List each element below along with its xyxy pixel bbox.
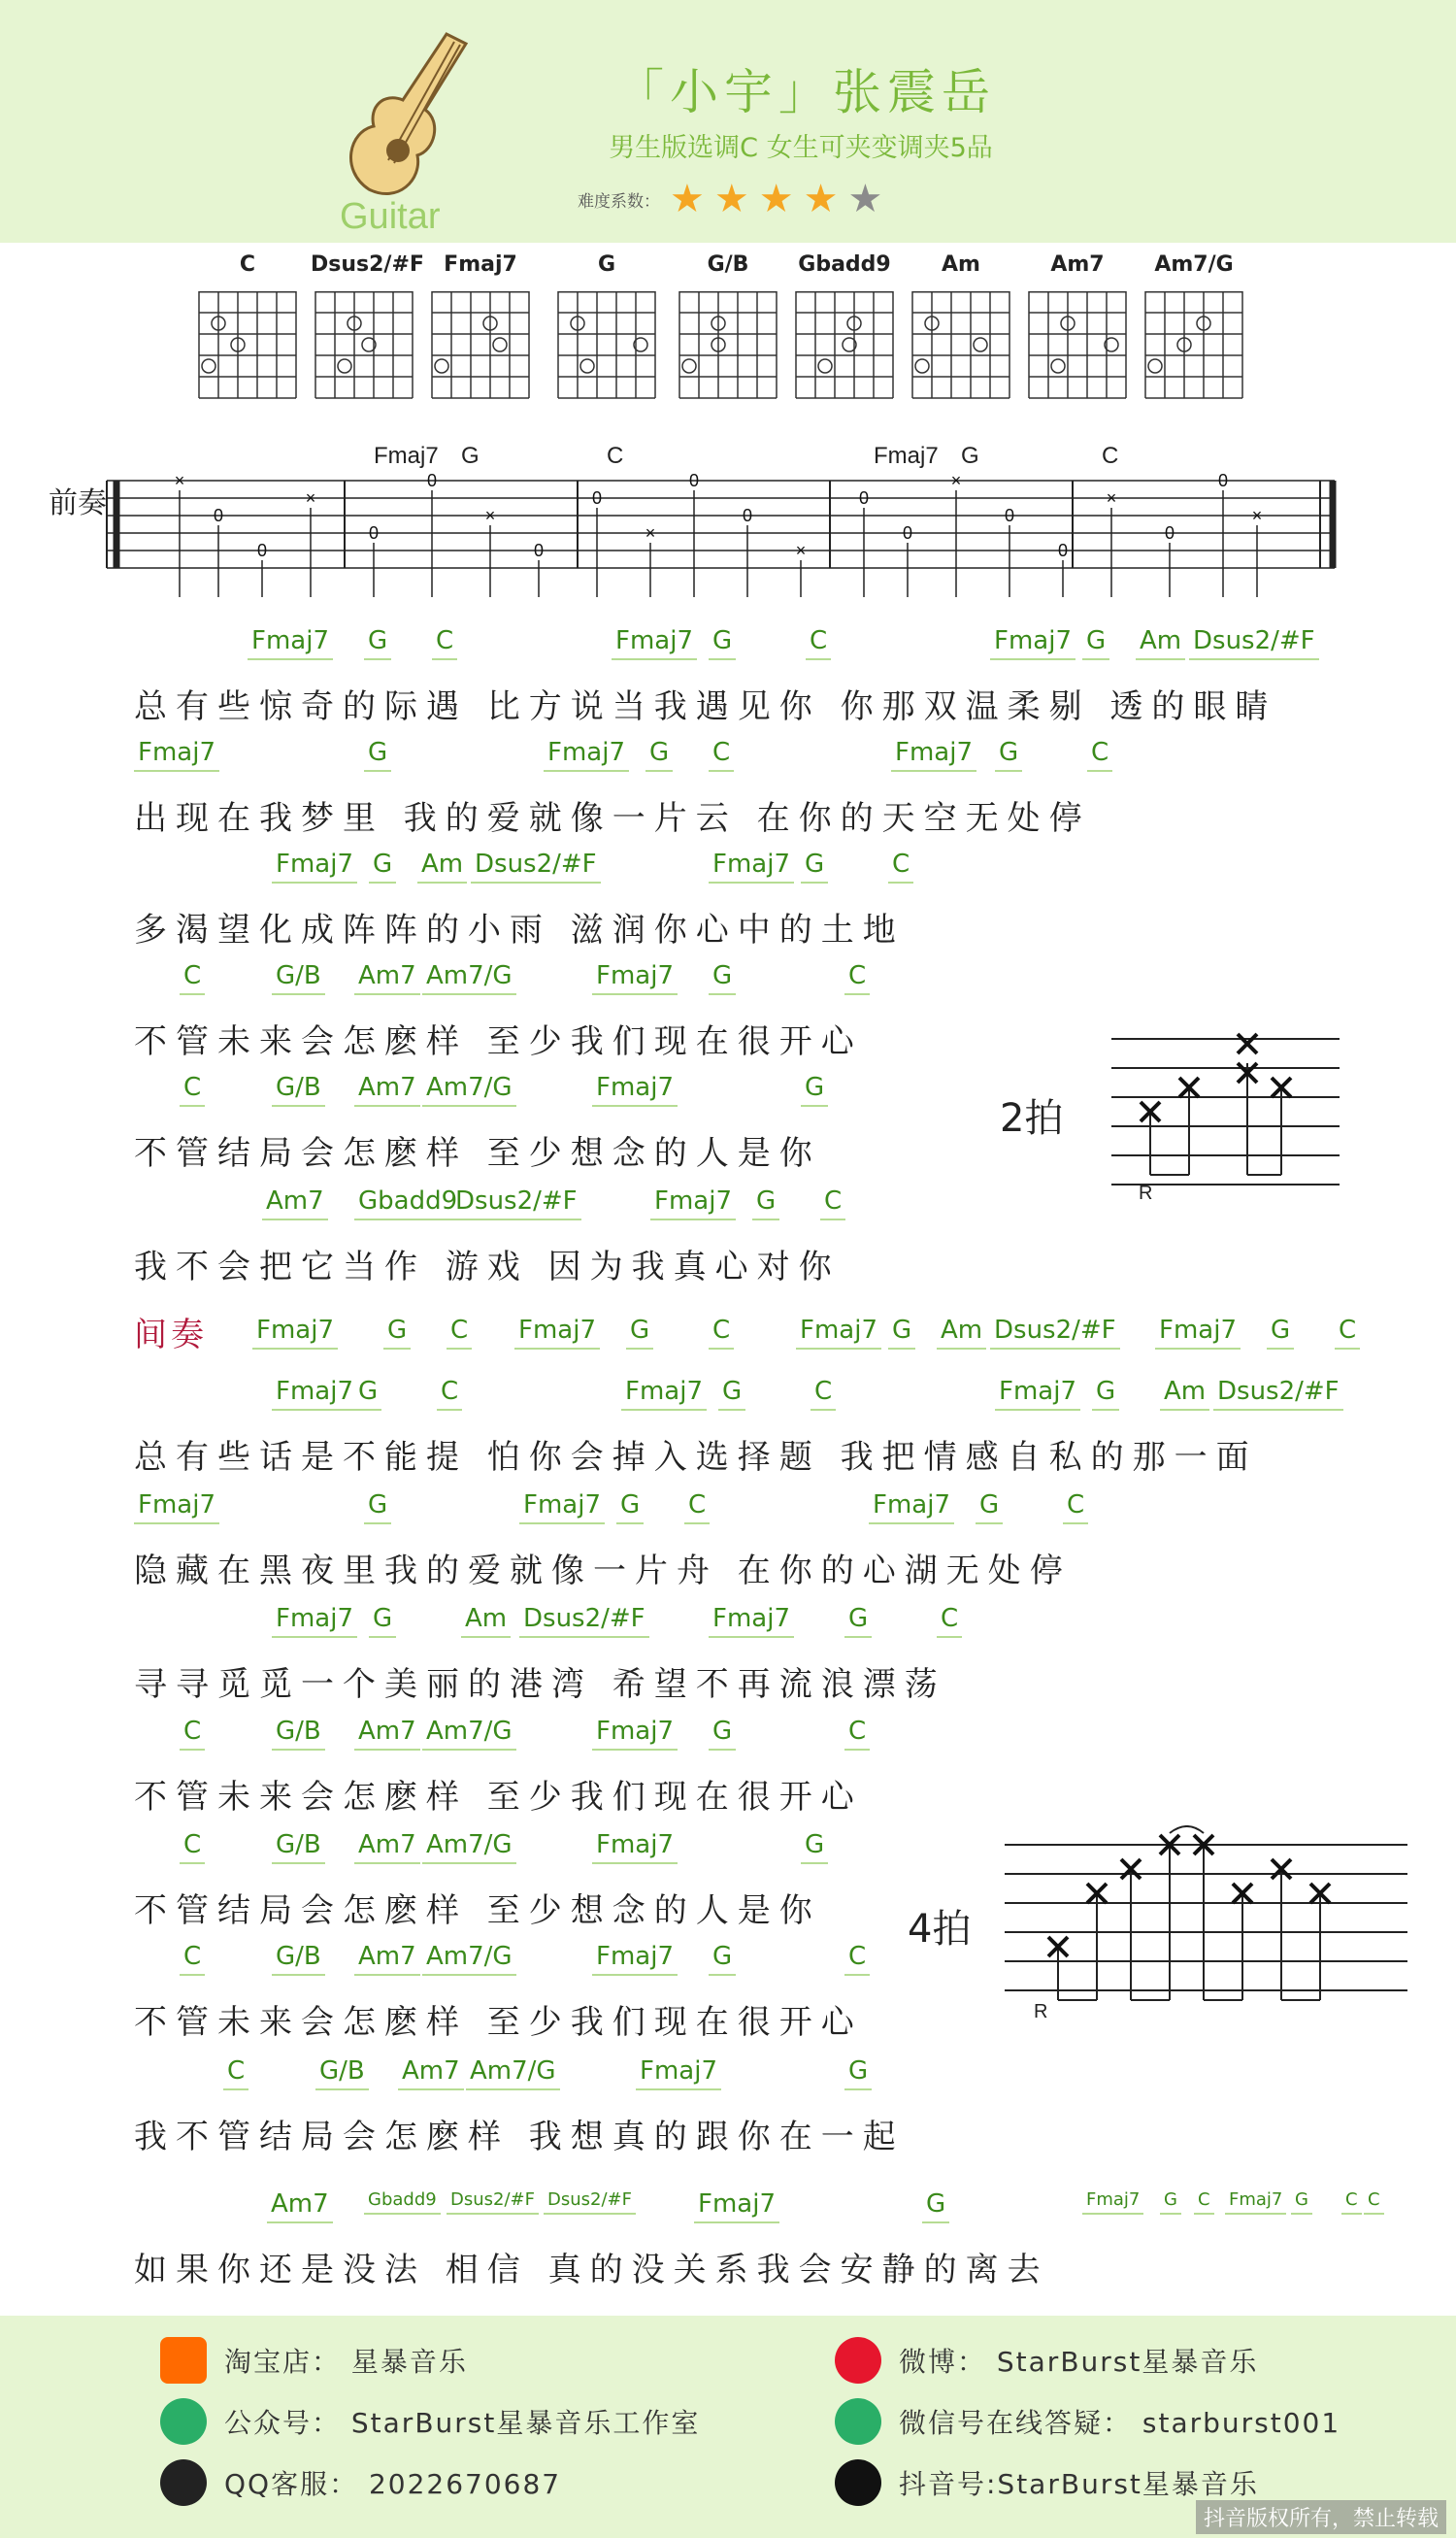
chord-symbol: Fmaj7 xyxy=(990,626,1075,660)
weibo-icon xyxy=(835,2337,881,2384)
chord-symbol: Dsus2/#F xyxy=(447,2189,539,2215)
header-banner xyxy=(0,0,1456,243)
svg-text:×: × xyxy=(1106,488,1117,508)
qq-service[interactable]: QQ客服： 2022670687 xyxy=(160,2459,561,2506)
chord-name: Am7/G xyxy=(1154,252,1234,277)
chord-symbol: G xyxy=(369,1604,396,1638)
chord-symbol: Am7/G xyxy=(422,961,516,995)
chord-symbol: Fmaj7 xyxy=(592,1830,678,1864)
chord-symbol: Fmaj7 xyxy=(514,1316,600,1350)
pattern-2beat-label: 2拍 xyxy=(1000,1096,1064,1141)
chord-symbol: C xyxy=(806,626,831,660)
copyright-watermark: 抖音版权所有，禁止转载 xyxy=(1196,2500,1446,2534)
chord-name: G xyxy=(597,252,616,277)
chord-symbol: C xyxy=(684,1490,710,1524)
fretboard-grid xyxy=(427,291,534,447)
chord-symbol: C xyxy=(223,2056,248,2090)
chord-symbol: Fmaj7 xyxy=(709,850,794,884)
chord-symbol: G xyxy=(709,626,736,660)
chord-symbol: G/B xyxy=(272,1830,325,1864)
pattern-4beat-label: 4拍 xyxy=(908,1907,972,1952)
chord-symbol: Fmaj7 xyxy=(869,1490,954,1524)
official-account[interactable]: 公众号： StarBurst星暴音乐工作室 xyxy=(160,2398,700,2445)
chord-symbol: C xyxy=(1194,2189,1214,2215)
chord-symbol: Fmaj7 xyxy=(621,1377,707,1411)
difficulty-rating xyxy=(578,177,883,221)
star-empty-icon: ★ xyxy=(847,177,883,221)
chord-symbol: C xyxy=(432,626,457,660)
chord-symbol: Dsus2/#F xyxy=(451,1186,581,1220)
chord-symbol: Fmaj7 xyxy=(796,1316,881,1350)
chord-symbol: C xyxy=(1335,1316,1360,1350)
chord-symbol: Fmaj7 xyxy=(134,738,219,772)
chord-symbol: G xyxy=(995,738,1022,772)
lyric-text: 我不会把它当作 游戏 因为我真心对你 xyxy=(134,1248,841,1286)
chord-name: Am7 xyxy=(1050,252,1105,277)
chord-symbol: Fmaj7 xyxy=(1155,1316,1241,1350)
interlude-label: 间奏 xyxy=(134,1316,208,1354)
chord-symbol: C xyxy=(180,1073,205,1107)
capo-note: 男生版选调C 女生可夹变调夹5品 xyxy=(609,133,993,163)
strum-pattern-4beat xyxy=(1005,1825,1412,2020)
chord-symbol: C xyxy=(447,1316,472,1350)
douyin-icon xyxy=(835,2459,881,2506)
chord-symbol: G/B xyxy=(272,1073,325,1107)
star-icon: ★ xyxy=(713,177,749,221)
chord-symbol: G xyxy=(718,1377,745,1411)
chord-symbol: Am xyxy=(417,850,467,884)
taobao-icon xyxy=(160,2337,207,2384)
chord-name: Gbadd9 xyxy=(798,252,891,277)
lyric-text: 总有些话是不能提 怕你会掉入选择题 我把情感自私的那一面 xyxy=(134,1438,1258,1477)
chord-symbol: Dsus2/#F xyxy=(519,1604,649,1638)
chord-symbol: G xyxy=(364,626,391,660)
svg-text:0: 0 xyxy=(742,506,753,525)
svg-text:0: 0 xyxy=(256,541,268,560)
chord-symbol: Am7 xyxy=(354,961,420,995)
chord-symbol: Fmaj7 xyxy=(272,1604,357,1638)
chord-symbol: Dsus2/#F xyxy=(544,2189,636,2215)
chord-symbol: Am7 xyxy=(262,1186,328,1220)
fretboard-grid xyxy=(791,291,898,447)
chord-symbol: Am7/G xyxy=(422,1830,516,1864)
lyric-text: 出现在我梦里 我的爱就像一片云 在你的天空无处停 xyxy=(134,799,1091,838)
svg-text:0: 0 xyxy=(213,506,224,525)
chord-name: Am xyxy=(942,252,980,277)
douyin-account[interactable]: 抖音号:StarBurst星暴音乐 xyxy=(835,2459,1259,2506)
chord-symbol: G xyxy=(709,1942,736,1976)
fretboard-grid xyxy=(311,291,417,447)
intro-chord-label: Fmaj7 xyxy=(874,443,939,469)
lyric-text: 不管结局会怎麽样 至少想念的人是你 xyxy=(134,1891,821,1930)
chord-symbol: Dsus2/#F xyxy=(471,850,601,884)
chord-symbol: C xyxy=(709,738,734,772)
chord-symbol: C xyxy=(180,961,205,995)
svg-text:0: 0 xyxy=(858,488,870,508)
chord-symbol: Am7 xyxy=(354,1073,420,1107)
chord-symbol: G xyxy=(369,850,396,884)
chord-symbol: Fmaj7 xyxy=(592,961,678,995)
chord-symbol: Am7/G xyxy=(422,1717,516,1751)
svg-text:0: 0 xyxy=(688,471,700,490)
fretboard-grid xyxy=(1024,291,1131,447)
strum-pattern-2beat xyxy=(1111,1019,1344,1204)
chord-symbol: Dsus2/#F xyxy=(990,1316,1120,1350)
chord-symbol: Fmaj7 xyxy=(519,1490,605,1524)
chord-name: Dsus2/#F xyxy=(311,252,424,277)
lyric-text: 如果你还是没法 相信 真的没关系我会安静的离去 xyxy=(134,2251,1049,2289)
lyric-text: 我不管结局会怎麽样 我想真的跟你在一起 xyxy=(134,2118,905,2156)
chord-symbol: G xyxy=(752,1186,779,1220)
svg-text:0: 0 xyxy=(1057,541,1069,560)
intro-tablature xyxy=(53,442,1340,607)
fretboard-grid xyxy=(1141,291,1247,447)
lyric-text: 不管未来会怎麽样 至少我们现在很开心 xyxy=(134,2003,863,2042)
wechat-qa[interactable]: 微信号在线答疑： starburst001 xyxy=(835,2398,1340,2445)
chord-symbol: G xyxy=(645,738,673,772)
fretboard-grid xyxy=(553,291,660,447)
chord-symbol: G xyxy=(922,2189,949,2223)
lyric-text: 寻寻觅觅一个美丽的港湾 希望不再流浪漂荡 xyxy=(134,1665,946,1704)
chord-symbol: G xyxy=(801,1830,828,1864)
fretboard-grid xyxy=(908,291,1014,447)
chord-symbol: C xyxy=(1364,2189,1384,2215)
chord-symbol: G xyxy=(1267,1316,1294,1350)
chord-symbol: Fmaj7 xyxy=(650,1186,736,1220)
chord-symbol: G xyxy=(364,738,391,772)
chord-symbol: Dsus2/#F xyxy=(1189,626,1319,660)
chord-symbol: Fmaj7 xyxy=(891,738,976,772)
chord-symbol: G xyxy=(364,1490,391,1524)
chord-symbol: Fmaj7 xyxy=(709,1604,794,1638)
intro-chord-label: C xyxy=(1102,443,1119,469)
wechat-icon xyxy=(160,2398,207,2445)
chord-symbol: G/B xyxy=(315,2056,369,2090)
svg-text:R: R xyxy=(1034,2001,1048,2020)
chord-symbol: Gbadd9 xyxy=(354,1186,461,1220)
svg-text:0: 0 xyxy=(368,523,380,543)
svg-text:×: × xyxy=(645,523,656,543)
chord-symbol: G xyxy=(354,1377,381,1411)
chord-symbol: Am7 xyxy=(398,2056,464,2090)
chord-symbol: G xyxy=(976,1490,1003,1524)
chord-symbol: C xyxy=(844,961,870,995)
chord-symbol: G xyxy=(709,961,736,995)
svg-text:×: × xyxy=(305,488,316,508)
chord-symbol: Fmaj7 xyxy=(612,626,697,660)
chord-symbol: G xyxy=(1082,626,1109,660)
chord-symbol: Am7/G xyxy=(422,1073,516,1107)
chord-symbol: C xyxy=(180,1717,205,1751)
guitar-logo-icon xyxy=(330,24,495,233)
chord-symbol: Fmaj7 xyxy=(592,1717,678,1751)
svg-text:R: R xyxy=(1139,1183,1153,1204)
chord-symbol: Am7/G xyxy=(422,1942,516,1976)
fretboard-grid xyxy=(675,291,781,447)
chord-symbol: Gbadd9 xyxy=(364,2189,441,2215)
chord-symbol: C xyxy=(844,1942,870,1976)
chord-symbol: G xyxy=(709,1717,736,1751)
chord-symbol: C xyxy=(888,850,913,884)
svg-text:×: × xyxy=(174,471,185,490)
chord-symbol: Fmaj7 xyxy=(252,1316,338,1350)
chord-symbol: C xyxy=(437,1377,462,1411)
svg-text:0: 0 xyxy=(533,541,545,560)
star-icon: ★ xyxy=(803,177,839,221)
chord-symbol: C xyxy=(180,1942,205,1976)
chord-symbol: Am xyxy=(937,1316,986,1350)
lyric-text: 总有些惊奇的际遇 比方说当我遇见你 你那双温柔剔 透的眼睛 xyxy=(134,687,1277,726)
svg-text:×: × xyxy=(1251,506,1263,525)
qq-penguin-icon xyxy=(160,2459,207,2506)
chord-symbol: C xyxy=(820,1186,845,1220)
chord-symbol: G xyxy=(1092,1377,1119,1411)
chord-symbol: G xyxy=(626,1316,653,1350)
weibo-account[interactable]: 微博： StarBurst星暴音乐 xyxy=(835,2337,1258,2384)
svg-text:0: 0 xyxy=(1217,471,1229,490)
lyric-text: 隐藏在黑夜里我的爱就像一片舟 在你的心湖无处停 xyxy=(134,1552,1072,1590)
fretboard-grid xyxy=(194,291,301,447)
chord-symbol: Fmaj7 xyxy=(592,1073,678,1107)
svg-text:0: 0 xyxy=(1164,523,1175,543)
svg-text:×: × xyxy=(950,471,962,490)
chord-symbol: C xyxy=(811,1377,836,1411)
intro-chord-label: G xyxy=(461,443,480,469)
lyric-text: 不管结局会怎麽样 至少想念的人是你 xyxy=(134,1134,821,1173)
logo-text: Guitar xyxy=(340,196,441,233)
chord-symbol: G xyxy=(801,850,828,884)
chord-symbol: Dsus2/#F xyxy=(1213,1377,1343,1411)
chord-name: G/B xyxy=(707,252,749,277)
star-icon: ★ xyxy=(758,177,794,221)
chord-symbol: Fmaj7 xyxy=(592,1942,678,1976)
chord-symbol: G/B xyxy=(272,1717,325,1751)
svg-text:×: × xyxy=(795,541,807,560)
chord-symbol: Fmaj7 xyxy=(134,1490,219,1524)
chord-symbol: G xyxy=(801,1073,828,1107)
svg-text:×: × xyxy=(484,506,496,525)
chord-symbol: Am7 xyxy=(354,1717,420,1751)
svg-text:0: 0 xyxy=(426,471,438,490)
svg-text:0: 0 xyxy=(1004,506,1015,525)
chord-symbol: C xyxy=(180,1830,205,1864)
chord-symbol: C xyxy=(1341,2189,1362,2215)
chord-symbol: Fmaj7 xyxy=(694,2189,779,2223)
svg-text:0: 0 xyxy=(591,488,603,508)
chord-symbol: Am xyxy=(1160,1377,1209,1411)
chord-symbol: C xyxy=(844,1717,870,1751)
chord-symbol: G/B xyxy=(272,1942,325,1976)
chord-symbol: Fmaj7 xyxy=(1082,2189,1143,2215)
chord-symbol: Fmaj7 xyxy=(636,2056,721,2090)
chord-name: C xyxy=(239,252,256,277)
chord-symbol: G/B xyxy=(272,961,325,995)
chord-symbol: G xyxy=(844,1604,872,1638)
chord-symbol: Am7 xyxy=(267,2189,333,2223)
chord-symbol: G xyxy=(383,1316,411,1350)
taobao-shop[interactable]: 淘宝店： 星暴音乐 xyxy=(160,2337,468,2384)
chord-symbol: C xyxy=(1063,1490,1088,1524)
chord-symbol: Fmaj7 xyxy=(544,738,629,772)
footer-contact-bar xyxy=(0,2316,1456,2538)
page-title: 「小宇」张震岳 xyxy=(615,64,996,120)
chord-symbol: G xyxy=(616,1490,644,1524)
chord-symbol: C xyxy=(937,1604,962,1638)
chord-symbol: Am xyxy=(1136,626,1185,660)
chord-symbol: Am7 xyxy=(354,1830,420,1864)
chord-symbol: G xyxy=(888,1316,915,1350)
intro-chord-label: Fmaj7 xyxy=(374,443,439,469)
chord-symbol: G xyxy=(1160,2189,1181,2215)
lyric-text: 不管未来会怎麽样 至少我们现在很开心 xyxy=(134,1022,863,1061)
chord-symbol: G xyxy=(844,2056,872,2090)
chord-symbol: Fmaj7 xyxy=(1225,2189,1286,2215)
chord-symbol: Fmaj7 xyxy=(272,850,357,884)
chord-symbol: Fmaj7 xyxy=(248,626,333,660)
chord-symbol: C xyxy=(709,1316,734,1350)
difficulty-label: 难度系数： xyxy=(578,191,660,212)
chord-symbol: Am xyxy=(461,1604,511,1638)
intro-chord-label: G xyxy=(961,443,979,469)
lyric-text: 多渴望化成阵阵的小雨 滋润你心中的土地 xyxy=(134,911,905,950)
lyric-text: 不管未来会怎麽样 至少我们现在很开心 xyxy=(134,1778,863,1817)
chord-symbol: Am7/G xyxy=(466,2056,560,2090)
chord-symbol: G xyxy=(1291,2189,1312,2215)
star-icon: ★ xyxy=(670,177,705,221)
chord-symbol: Am7 xyxy=(354,1942,420,1976)
svg-text:0: 0 xyxy=(902,523,913,543)
chord-name: Fmaj7 xyxy=(444,252,517,277)
chord-symbol: Fmaj7 xyxy=(995,1377,1080,1411)
chord-symbol: Fmaj7 xyxy=(272,1377,357,1411)
intro-label: 前奏 xyxy=(49,486,107,520)
chord-symbol: C xyxy=(1087,738,1112,772)
wechat-icon xyxy=(835,2398,881,2445)
intro-chord-label: C xyxy=(607,443,624,469)
